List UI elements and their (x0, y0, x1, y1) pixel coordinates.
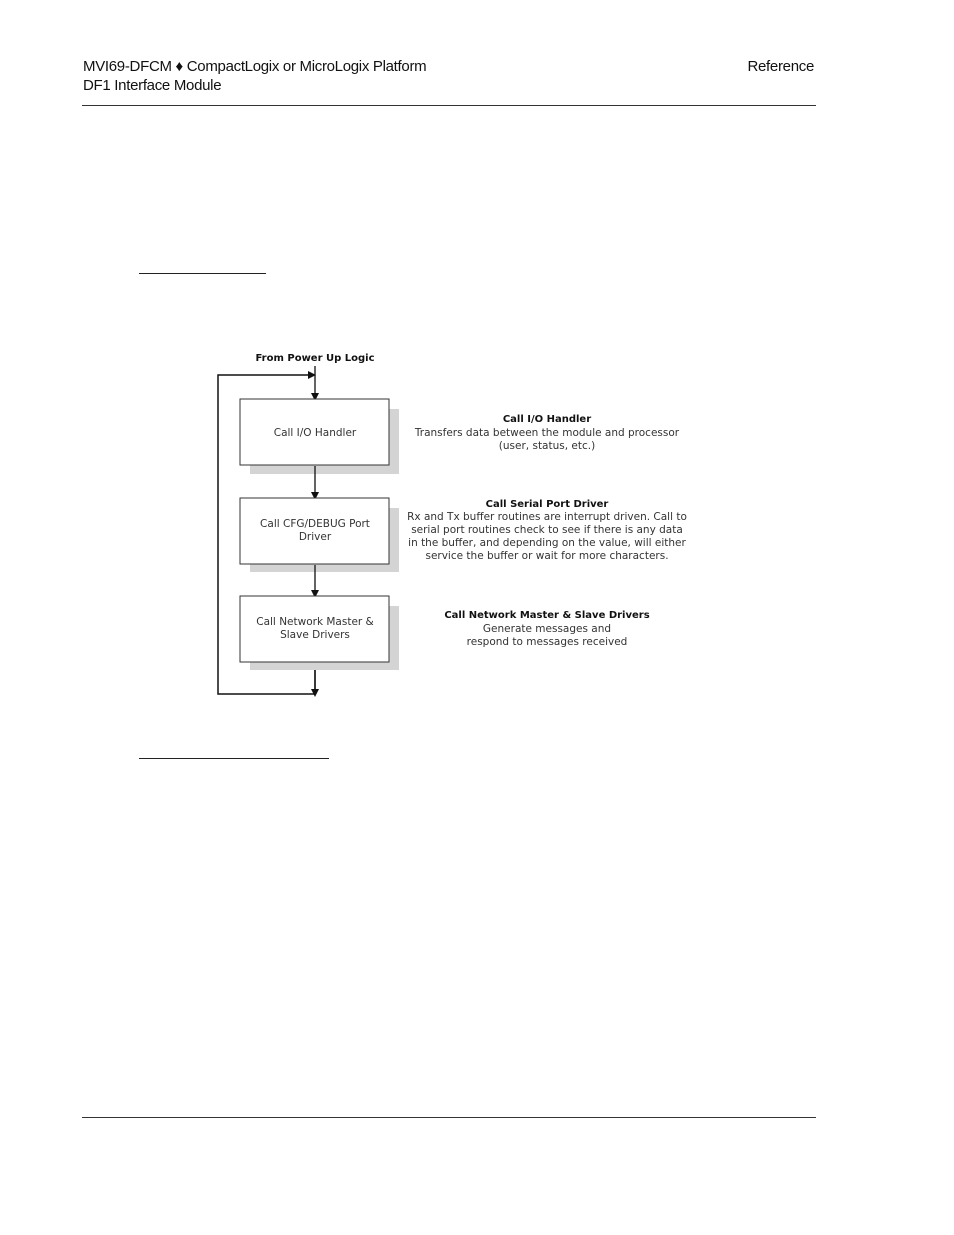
description-line: in the buffer, and depending on the value, will either (408, 537, 686, 549)
flow-box-network-drivers (240, 596, 399, 670)
description-io-handler (414, 414, 680, 452)
header-section-name: Reference (747, 58, 814, 75)
description-line: Rx and Tx buffer routines are interrupt driven. Call to (407, 511, 687, 523)
description-title: Call Network Master & Slave Drivers (444, 610, 650, 621)
flowchart-entry-label: From Power Up Logic (255, 353, 375, 364)
box-label-line1: Call CFG/DEBUG Port (260, 518, 370, 530)
description-title: Call Serial Port Driver (485, 499, 609, 510)
header-product-subtitle: DF1 Interface Module (83, 77, 222, 94)
footer-divider (82, 1117, 816, 1118)
description-line: Generate messages and (482, 623, 612, 635)
box-label-line2: Driver (298, 531, 332, 543)
description-line: (user, status, etc.) (498, 440, 596, 452)
description-line: serial port routines check to see if there is any data (411, 524, 683, 536)
flow-box-cfg-debug-port (240, 498, 399, 572)
description-line: service the buffer or wait for more characters. (425, 550, 669, 562)
box-label: Call I/O Handler (273, 427, 357, 439)
box-label-line2: Slave Drivers (280, 629, 350, 641)
description-serial-port-driver (407, 499, 687, 562)
description-line: respond to messages received (466, 636, 628, 648)
box-label-line1: Call Network Master & (256, 616, 374, 628)
flow-box-io-handler (240, 399, 399, 474)
description-line: Transfers data between the module and processor (414, 427, 680, 439)
header-product-title: MVI69-DFCM ♦ CompactLogix or MicroLogix Platform (83, 58, 427, 75)
description-title: Call I/O Handler (502, 414, 592, 425)
description-network-drivers (444, 610, 649, 648)
